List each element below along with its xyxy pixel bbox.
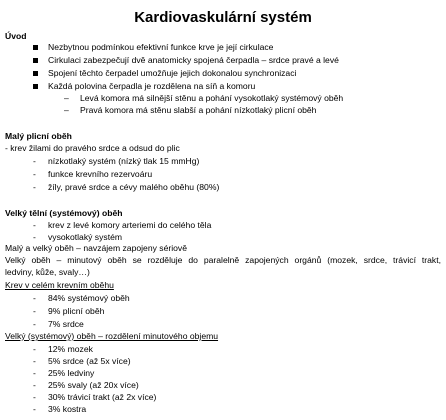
maly-item-2: funkce krevního rezervoáru [48, 169, 153, 179]
dash-marker: - [33, 404, 36, 414]
velky-item-1: krev z levé komory arteriemi do celého těla [48, 220, 212, 230]
krev-item-2: 9% plicní oběh [48, 306, 105, 316]
dash-marker: – [64, 93, 69, 103]
velky-line-minutovy: Velký oběh – minutový oběh se rozděluje do paralelně zapojených orgánů (mozek, srdce, trávicí trakt, [5, 255, 441, 265]
section-heading-uvod: Úvod [5, 31, 27, 41]
maly-item-3: žíly, pravé srdce a cévy malého oběhu (80%) [48, 182, 220, 192]
dash-marker: - [33, 182, 36, 192]
dash-marker: - [33, 380, 36, 390]
rozdeleni-item-1: 12% mozek [48, 344, 93, 354]
bullet-square-icon [33, 71, 38, 76]
dash-marker: - [33, 356, 36, 366]
section-heading-velky: Velký tělní (systémový) oběh [5, 208, 123, 218]
dash-marker: - [33, 232, 36, 242]
uvod-bullet-1: Nezbytnou podmínkou efektivní funkce krve je její cirkulace [48, 42, 274, 52]
document-title: Kardiovaskulární systém [134, 9, 312, 26]
section-heading-rozdeleni: Velký (systémový) oběh – rozdělení minutového objemu [5, 331, 219, 341]
rozdeleni-item-2: 5% srdce (až 5x více) [48, 356, 131, 366]
uvod-bullet-2: Cirkulaci zabezpečují dvě anatomicky spojená čerpadla – srdce pravé a levé [48, 55, 339, 65]
maly-item-1: nízkotlaký systém (nízký tlak 15 mmHg) [48, 156, 200, 166]
krev-item-1: 84% systémový oběh [48, 293, 130, 303]
dash-marker: – [64, 105, 69, 115]
velky-item-2: vysokotlaký systém [48, 232, 123, 242]
dash-marker: - [33, 220, 36, 230]
dash-marker: - [33, 293, 36, 303]
section-heading-krev: Krev v celém krevním oběhu [5, 280, 114, 290]
velky-line-organy: ledviny, kůže, svaly…) [5, 267, 90, 277]
dash-marker: - [33, 368, 36, 378]
velky-line-serial: Malý a velký oběh – navzájem zapojeny sériově [5, 243, 187, 253]
rozdeleni-item-3: 25% ledviny [48, 368, 95, 378]
dash-marker: - [33, 319, 36, 329]
uvod-bullet-3: Spojení těchto čerpadel umožňuje jejich dokonalou synchronizaci [48, 68, 297, 78]
dash-marker: - [33, 156, 36, 166]
uvod-sub-1: Levá komora má silnější stěnu a pohání vysokotlaký systémový oběh [80, 93, 344, 103]
uvod-sub-2: Pravá komora má stěnu slabší a pohání nízkotlaký plicní oběh [80, 105, 317, 115]
uvod-bullet-4: Každá polovina čerpadla je rozdělena na síň a komoru [48, 81, 256, 91]
rozdeleni-item-4: 25% svaly (až 20x více) [48, 380, 139, 390]
dash-marker: - [33, 306, 36, 316]
bullet-square-icon [33, 45, 38, 50]
section-heading-maly: Malý plicní oběh [5, 131, 72, 141]
rozdeleni-item-5: 30% trávicí trakt (až 2x více) [48, 392, 157, 402]
dash-marker: - [33, 392, 36, 402]
dash-marker: - [33, 169, 36, 179]
bullet-square-icon [33, 84, 38, 89]
bullet-square-icon [33, 58, 38, 63]
maly-intro: - krev žilami do pravého srdce a odsud do plic [5, 143, 180, 153]
dash-marker: - [33, 344, 36, 354]
krev-item-3: 7% srdce [48, 319, 84, 329]
rozdeleni-item-6: 3% kostra [48, 404, 87, 414]
